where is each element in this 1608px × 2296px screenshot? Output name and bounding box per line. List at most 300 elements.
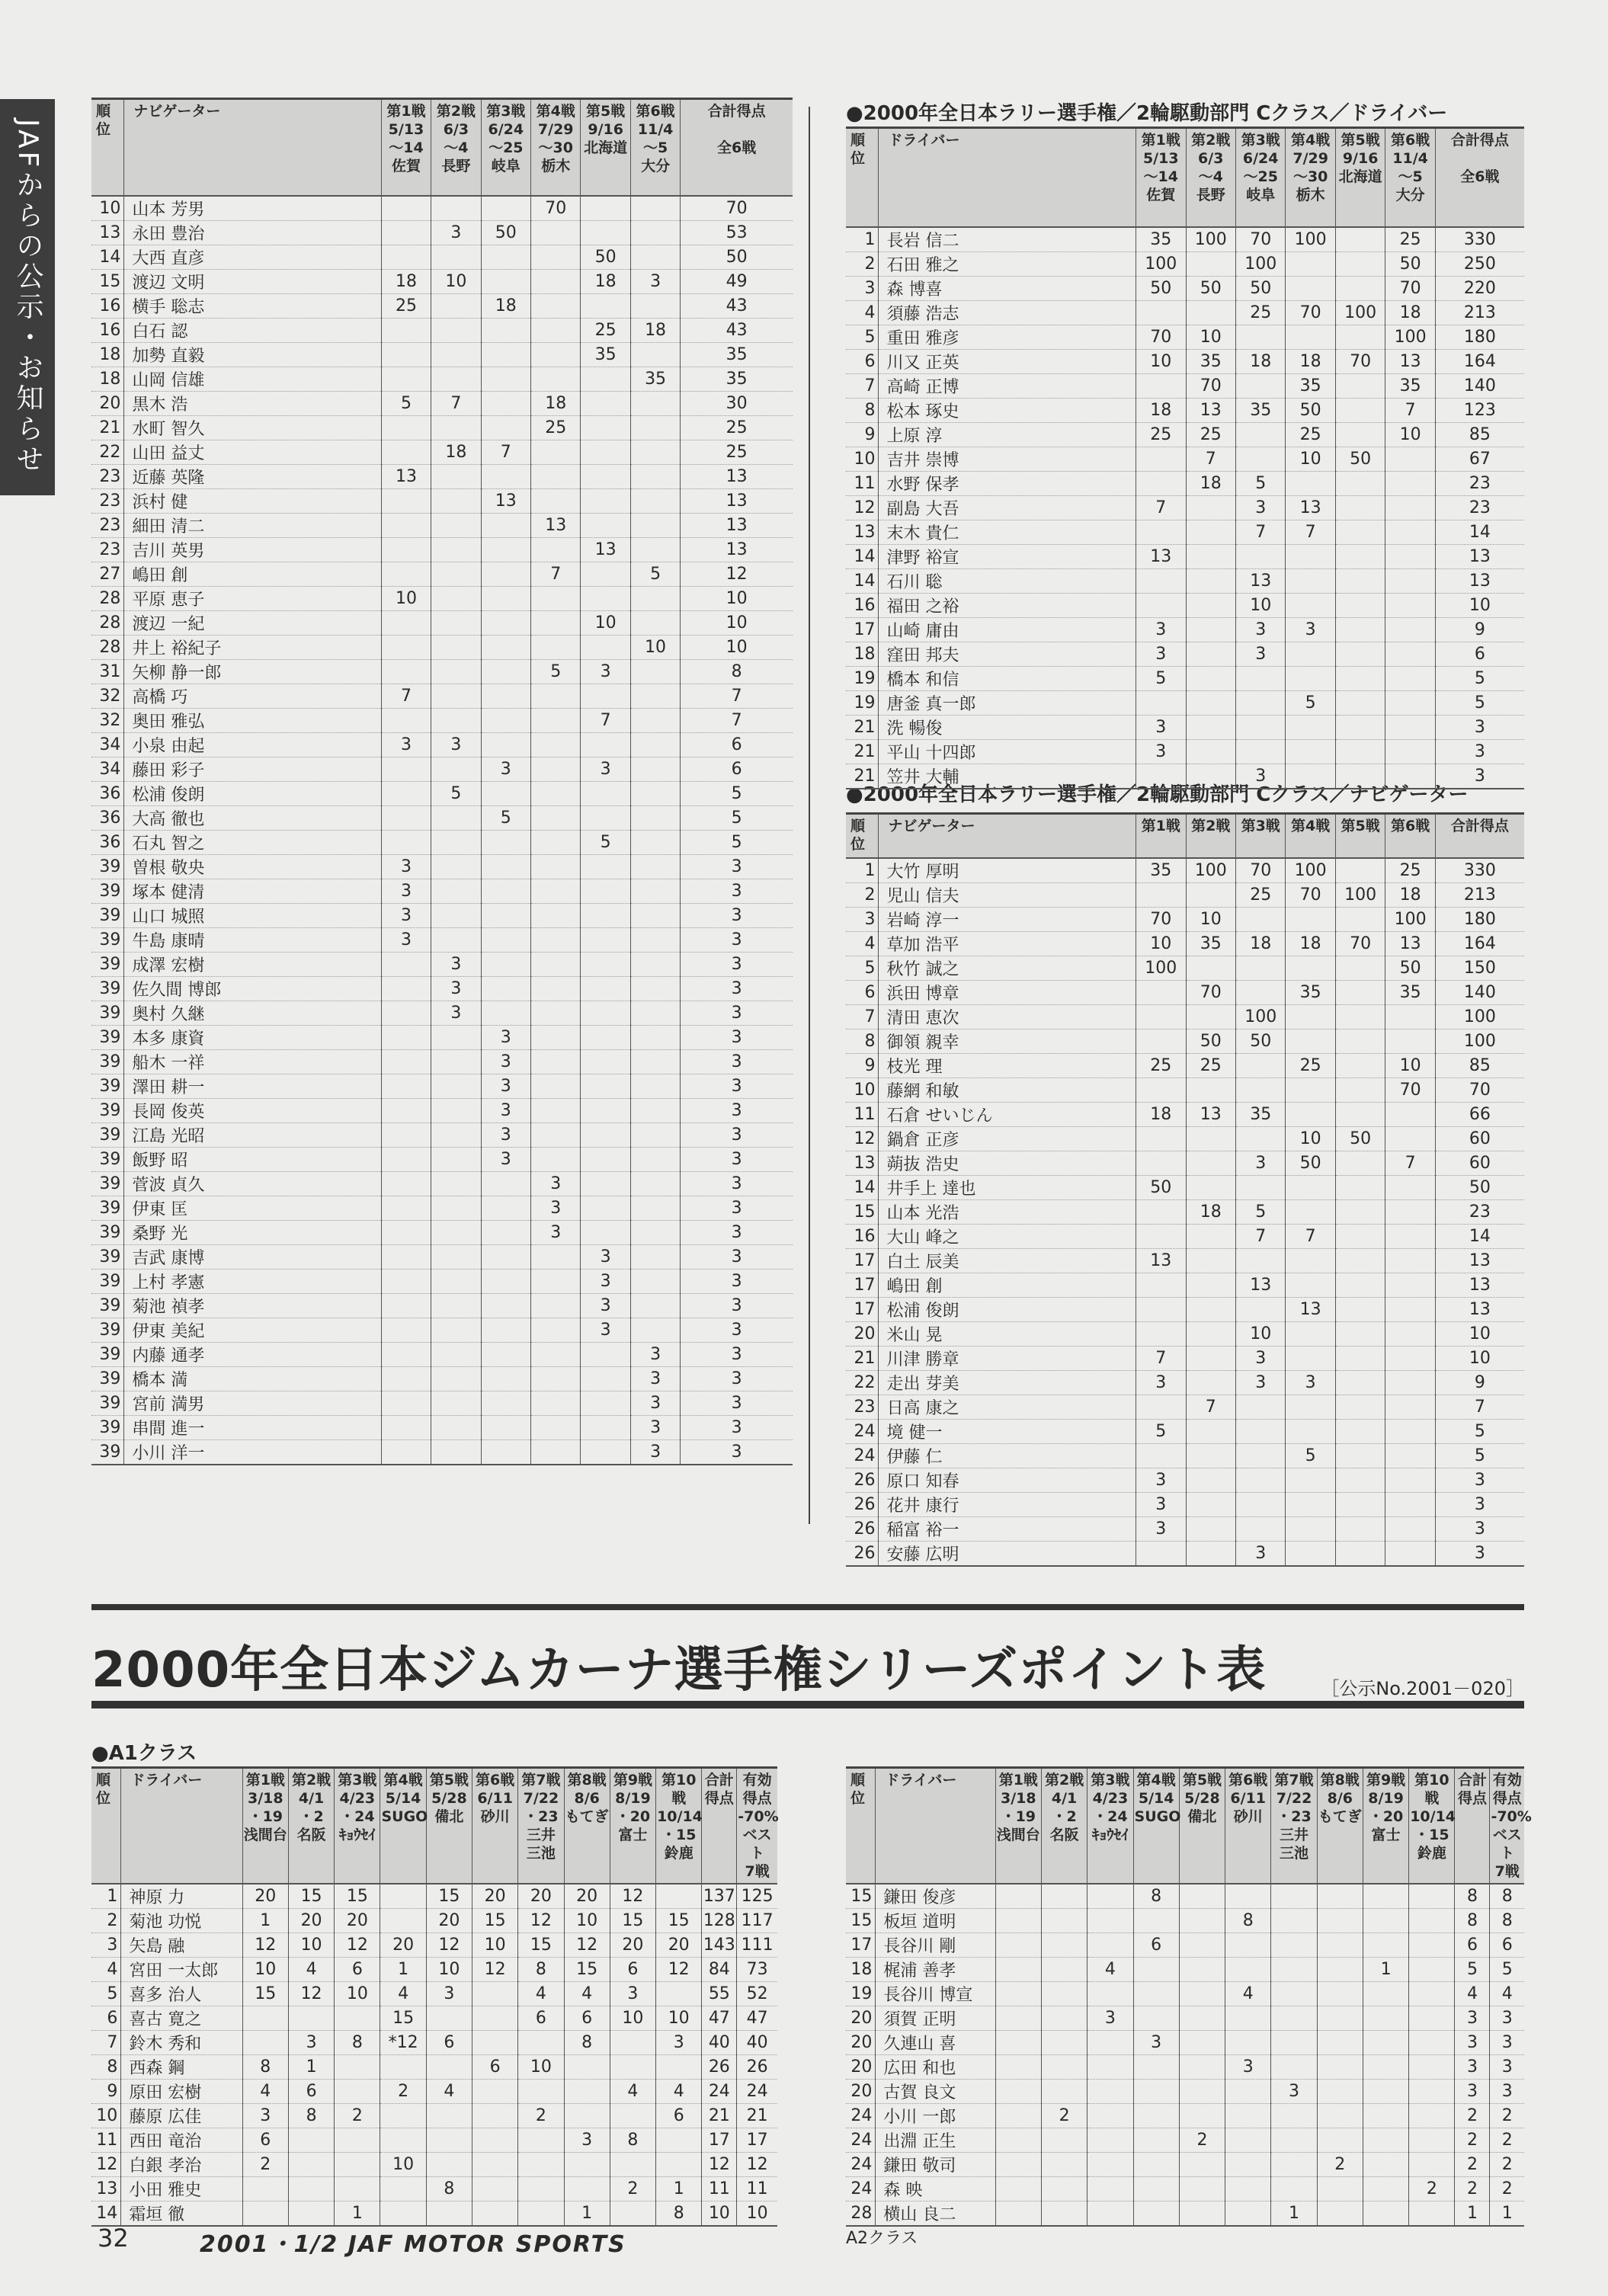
points-cell: *12 <box>380 2031 426 2055</box>
points-cell: 47 <box>737 2006 777 2031</box>
points-cell: 7 <box>1186 447 1235 471</box>
points-cell: 13 <box>681 488 793 513</box>
points-cell: 7 <box>481 440 530 464</box>
points-cell <box>1385 1321 1435 1346</box>
points-cell: 3 <box>681 1001 793 1025</box>
name-cell: 重田 雅彦 <box>879 325 1136 349</box>
rank-cell: 4 <box>91 1958 121 1982</box>
name-cell: 岩崎 淳一 <box>879 907 1136 931</box>
points-cell: 20 <box>610 1933 655 1958</box>
points-cell <box>1385 1516 1435 1541</box>
points-cell: 35 <box>1286 373 1335 398</box>
points-cell: 35 <box>1235 1102 1285 1126</box>
points-cell: 5 <box>431 781 481 805</box>
name-cell: 清田 恵次 <box>879 1004 1136 1029</box>
points-cell <box>1136 764 1186 789</box>
points-cell <box>995 2128 1041 2153</box>
notice-number: ［公示No.2001－020］ <box>1321 1678 1524 1699</box>
points-cell <box>1335 422 1385 447</box>
points-cell <box>1186 1248 1235 1273</box>
points-cell: 164 <box>1435 349 1524 373</box>
points-cell <box>531 1074 581 1098</box>
points-cell <box>581 1147 630 1171</box>
points-cell: 3 <box>431 220 481 245</box>
table-row <box>846 422 1524 447</box>
points-cell <box>381 318 431 342</box>
points-cell <box>610 2055 655 2080</box>
table-row <box>846 520 1524 544</box>
rank-cell: 14 <box>846 544 879 568</box>
table-row <box>846 1273 1524 1297</box>
points-cell <box>1409 1982 1455 2006</box>
points-cell <box>1136 373 1186 398</box>
points-cell: 10 <box>381 586 431 610</box>
points-cell <box>381 757 431 781</box>
points-cell <box>288 2006 334 2031</box>
points-cell <box>431 464 481 488</box>
points-cell <box>431 1025 481 1049</box>
name-cell: 霜垣 徹 <box>121 2202 242 2227</box>
points-cell <box>995 2055 1041 2080</box>
points-cell: 25 <box>1286 1053 1335 1078</box>
points-cell: 150 <box>1435 956 1524 980</box>
points-cell: 2 <box>1455 2128 1490 2153</box>
points-cell: 35 <box>1186 349 1235 373</box>
table-row <box>846 907 1524 931</box>
column-header: ドライバー <box>876 1768 995 1885</box>
points-cell <box>481 1244 530 1269</box>
points-cell <box>1363 2153 1408 2177</box>
points-cell <box>481 732 530 757</box>
points-cell <box>1271 1982 1317 2006</box>
points-cell <box>1235 980 1285 1004</box>
points-cell: 3 <box>1235 1346 1285 1370</box>
points-cell: 13 <box>681 537 793 562</box>
table-row <box>91 1196 793 1220</box>
rank-cell: 24 <box>846 2104 876 2128</box>
points-cell: 70 <box>1335 349 1385 373</box>
column-header: 第3戦 <box>1235 814 1285 858</box>
points-cell <box>1225 2104 1271 2128</box>
points-cell <box>1235 715 1285 739</box>
points-cell <box>381 1098 431 1122</box>
points-cell <box>1286 907 1335 931</box>
name-cell: 成澤 宏樹 <box>124 952 381 976</box>
points-cell: 18 <box>531 391 581 415</box>
points-cell <box>381 805 431 830</box>
table-row <box>91 1098 793 1122</box>
name-cell: 鍋倉 正彦 <box>879 1126 1136 1151</box>
name-cell: 洗 暢俊 <box>879 715 1136 739</box>
name-cell: 黒木 浩 <box>124 391 381 415</box>
rank-cell: 27 <box>91 562 124 586</box>
points-cell: 13 <box>1435 544 1524 568</box>
points-cell <box>381 1196 431 1220</box>
points-cell <box>1335 495 1385 520</box>
name-cell: 西森 鋼 <box>121 2055 242 2080</box>
name-cell: 内藤 通孝 <box>124 1342 381 1366</box>
points-cell <box>1335 1443 1385 1468</box>
points-cell: 15 <box>518 1933 564 1958</box>
points-cell <box>426 2006 472 2031</box>
points-cell <box>1133 2080 1179 2104</box>
points-cell <box>1235 544 1285 568</box>
points-cell: 3 <box>481 1074 530 1098</box>
points-cell <box>431 1147 481 1171</box>
points-cell <box>481 1439 530 1465</box>
points-cell <box>1385 1199 1435 1224</box>
points-cell <box>1136 1321 1186 1346</box>
points-cell <box>1409 2153 1455 2177</box>
points-cell: 21 <box>737 2104 777 2128</box>
name-cell: 佐久間 博郎 <box>124 976 381 1001</box>
points-cell: 15 <box>335 1884 380 1909</box>
points-cell <box>1179 1909 1225 1933</box>
points-cell <box>630 659 680 684</box>
points-cell <box>381 1049 431 1074</box>
points-cell: 100 <box>1136 956 1186 980</box>
points-cell: 6 <box>1455 1933 1490 1958</box>
points-cell: 85 <box>1435 422 1524 447</box>
table-row <box>91 1049 793 1074</box>
points-cell: 10 <box>610 2006 655 2031</box>
points-cell <box>1235 956 1285 980</box>
points-cell <box>531 1049 581 1074</box>
table-row <box>846 2031 1524 2055</box>
points-cell: 10 <box>242 1958 288 1982</box>
points-cell <box>1363 2104 1408 2128</box>
name-cell: 小泉 由起 <box>124 732 381 757</box>
name-cell: 白土 辰美 <box>879 1248 1136 1273</box>
points-cell <box>1385 544 1435 568</box>
points-cell <box>1335 617 1385 642</box>
points-cell <box>1409 2104 1455 2128</box>
points-cell: 13 <box>1235 568 1285 593</box>
points-cell <box>481 537 530 562</box>
points-cell <box>381 220 431 245</box>
points-cell <box>1335 1468 1385 1492</box>
points-cell: 2 <box>1490 2153 1524 2177</box>
points-cell <box>1136 1297 1186 1321</box>
points-cell: 18 <box>1385 300 1435 325</box>
points-cell <box>531 952 581 976</box>
points-cell <box>288 2177 334 2202</box>
points-cell: 4 <box>242 2080 288 2104</box>
points-cell <box>481 659 530 684</box>
points-cell <box>1041 1982 1087 2006</box>
table-row <box>91 610 793 635</box>
points-cell <box>1136 1029 1186 1053</box>
name-cell: 秋竹 誠之 <box>879 956 1136 980</box>
points-cell: 6 <box>335 1958 380 1982</box>
points-cell: 20 <box>472 1884 518 1909</box>
rank-cell: 39 <box>91 1220 124 1244</box>
points-cell <box>426 2055 472 2080</box>
points-cell <box>1186 1370 1235 1395</box>
points-cell <box>472 2006 518 2031</box>
points-cell: 15 <box>472 1909 518 1933</box>
points-cell: 20 <box>242 1884 288 1909</box>
name-cell: 大竹 厚明 <box>879 858 1136 883</box>
rank-cell: 16 <box>91 318 124 342</box>
table-row <box>846 2202 1524 2227</box>
points-cell: 25 <box>581 318 630 342</box>
points-cell <box>1179 2202 1225 2227</box>
points-cell <box>581 391 630 415</box>
name-cell: 江島 光昭 <box>124 1122 381 1147</box>
points-cell <box>1186 495 1235 520</box>
points-cell: 8 <box>1490 1884 1524 1909</box>
name-cell: 石川 聡 <box>879 568 1136 593</box>
points-cell <box>564 2153 610 2177</box>
points-cell: 8 <box>288 2104 334 2128</box>
points-cell: 15 <box>426 1884 472 1909</box>
points-cell: 10 <box>564 1909 610 1933</box>
points-cell <box>995 2202 1041 2227</box>
points-cell: 2 <box>242 2153 288 2177</box>
points-cell: 10 <box>380 2153 426 2177</box>
points-cell: 8 <box>1133 1884 1179 1909</box>
points-cell <box>431 1391 481 1415</box>
points-cell <box>1179 2080 1225 2104</box>
points-cell: 3 <box>531 1220 581 1244</box>
points-cell <box>1335 1199 1385 1224</box>
points-cell: 1 <box>1490 2202 1524 2227</box>
points-cell <box>1385 715 1435 739</box>
points-cell <box>381 830 431 854</box>
rank-cell: 15 <box>846 1884 876 1909</box>
points-cell <box>288 2202 334 2227</box>
points-cell <box>581 196 630 221</box>
points-cell <box>1179 1933 1225 1958</box>
points-cell <box>1385 1541 1435 1566</box>
points-cell <box>481 684 530 708</box>
points-cell <box>1186 593 1235 617</box>
points-cell <box>531 1001 581 1025</box>
points-cell <box>1087 2104 1133 2128</box>
points-cell <box>1136 690 1186 715</box>
points-cell <box>1041 1933 1087 1958</box>
points-cell <box>531 732 581 757</box>
points-cell: 25 <box>1235 882 1285 907</box>
name-cell: 古賀 良文 <box>876 2080 995 2104</box>
table-row <box>846 447 1524 471</box>
points-cell <box>481 586 530 610</box>
rank-cell: 7 <box>846 1004 879 1029</box>
points-cell: 7 <box>1186 1395 1235 1419</box>
points-cell: 3 <box>381 879 431 903</box>
points-cell: 1 <box>380 1958 426 1982</box>
points-cell: 47 <box>702 2006 737 2031</box>
points-cell: 100 <box>1335 300 1385 325</box>
table-row <box>846 642 1524 666</box>
rank-cell: 26 <box>846 1492 879 1516</box>
points-cell <box>481 464 530 488</box>
rank-cell: 8 <box>91 2055 121 2080</box>
points-cell <box>1186 882 1235 907</box>
points-cell <box>335 2080 380 2104</box>
points-cell <box>1335 227 1385 252</box>
table-row <box>846 1468 1524 1492</box>
points-cell: 70 <box>681 196 793 221</box>
points-cell: 35 <box>1136 227 1186 252</box>
points-cell <box>1317 2128 1363 2153</box>
points-cell: 35 <box>1136 858 1186 883</box>
points-cell <box>1335 520 1385 544</box>
points-cell: 5 <box>1136 666 1186 690</box>
points-cell: 30 <box>681 391 793 415</box>
table-row <box>91 1025 793 1049</box>
points-cell <box>1409 2080 1455 2104</box>
gymkhana-a1-table-right <box>846 1766 1532 2227</box>
name-cell: 嶋田 創 <box>879 1273 1136 1297</box>
points-cell: 100 <box>1286 227 1335 252</box>
points-cell <box>1136 1443 1186 1468</box>
points-cell <box>1225 2006 1271 2031</box>
table-row <box>91 1147 793 1171</box>
points-cell <box>531 440 581 464</box>
points-cell <box>630 1220 680 1244</box>
points-cell: 3 <box>581 757 630 781</box>
points-cell <box>1087 2080 1133 2104</box>
points-cell <box>995 2177 1041 2202</box>
points-cell <box>481 318 530 342</box>
points-cell <box>481 513 530 537</box>
points-cell: 18 <box>1235 349 1285 373</box>
points-cell <box>656 2128 702 2153</box>
points-cell <box>242 2202 288 2227</box>
name-cell: 福田 之裕 <box>879 593 1136 617</box>
points-cell <box>630 903 680 927</box>
points-cell <box>1225 2128 1271 2153</box>
column-header: 第2戦 4/1 ・2 名阪 <box>1041 1768 1087 1885</box>
points-cell: 3 <box>681 1049 793 1074</box>
points-cell <box>1385 764 1435 789</box>
points-cell: 4 <box>1455 1982 1490 2006</box>
points-cell <box>1335 325 1385 349</box>
table-row <box>846 2080 1524 2104</box>
points-cell: 70 <box>1136 325 1186 349</box>
points-cell <box>610 2153 655 2177</box>
points-cell <box>1041 2055 1087 2080</box>
points-cell <box>481 830 530 854</box>
rank-cell: 39 <box>91 1391 124 1415</box>
rank-cell: 39 <box>91 1244 124 1269</box>
points-cell: 100 <box>1385 325 1435 349</box>
points-cell <box>381 342 431 367</box>
points-cell: 3 <box>242 2104 288 2128</box>
points-cell <box>431 635 481 659</box>
rally-navigator-title: ●2000年全日本ラリー選手権／2輪駆動部門 Cクラス／ナビゲーター <box>846 783 1469 806</box>
rank-cell: 39 <box>91 1171 124 1196</box>
points-cell: 50 <box>1286 1151 1335 1175</box>
rank-cell: 9 <box>846 1053 879 1078</box>
points-cell <box>531 220 581 245</box>
rank-cell: 39 <box>91 1098 124 1122</box>
points-cell: 100 <box>1385 907 1435 931</box>
points-cell <box>1041 1909 1087 1933</box>
points-cell <box>518 2153 564 2177</box>
points-cell <box>381 488 431 513</box>
points-cell: 10 <box>1385 1053 1435 1078</box>
rank-cell: 6 <box>91 2006 121 2031</box>
points-cell <box>1186 1346 1235 1370</box>
points-cell <box>630 708 680 732</box>
points-cell: 50 <box>1186 276 1235 300</box>
points-cell <box>335 2153 380 2177</box>
name-cell: 宮田 一太郎 <box>121 1958 242 1982</box>
points-cell: 3 <box>1455 2055 1490 2080</box>
rank-cell: 14 <box>91 2202 121 2227</box>
points-cell <box>472 1982 518 2006</box>
column-header: 第1戦 5/13 〜14 佐賀 <box>1136 128 1186 227</box>
points-cell <box>431 1098 481 1122</box>
points-cell <box>431 659 481 684</box>
points-cell <box>1286 1541 1335 1566</box>
rank-cell: 39 <box>91 1366 124 1391</box>
table-row <box>91 732 793 757</box>
points-cell: 5 <box>1490 1958 1524 1982</box>
rank-cell: 39 <box>91 1269 124 1293</box>
points-cell: 3 <box>681 1122 793 1147</box>
points-cell: 123 <box>1435 398 1524 422</box>
column-header: 第1戦 5/13 〜14 佐賀 <box>381 99 431 196</box>
points-cell <box>1363 2202 1408 2227</box>
points-cell <box>531 537 581 562</box>
points-cell <box>656 2055 702 2080</box>
points-cell <box>1363 1884 1408 1909</box>
rank-cell: 10 <box>846 447 879 471</box>
points-cell: 3 <box>581 1293 630 1318</box>
points-cell: 10 <box>335 1982 380 2006</box>
points-cell <box>1286 1248 1335 1273</box>
points-cell <box>431 342 481 367</box>
points-cell: 6 <box>610 1958 655 1982</box>
points-cell: 213 <box>1435 300 1524 325</box>
points-cell: 13 <box>1435 1297 1524 1321</box>
points-cell: 10 <box>1435 593 1524 617</box>
rank-cell: 39 <box>91 1147 124 1171</box>
points-cell: 10 <box>630 635 680 659</box>
points-cell <box>1286 544 1335 568</box>
name-cell: 宮前 満男 <box>124 1391 381 1415</box>
points-cell <box>1186 1541 1235 1566</box>
points-cell: 10 <box>1286 1126 1335 1151</box>
name-cell: 平原 恵子 <box>124 586 381 610</box>
points-cell <box>581 1366 630 1391</box>
points-cell <box>531 854 581 879</box>
points-cell: 7 <box>1136 1346 1186 1370</box>
points-cell <box>1335 1151 1385 1175</box>
points-cell <box>1087 2153 1133 2177</box>
points-cell <box>995 1884 1041 1909</box>
points-cell: 25 <box>1286 422 1335 447</box>
points-cell <box>630 732 680 757</box>
table-row <box>846 1933 1524 1958</box>
points-cell: 10 <box>1435 1321 1524 1346</box>
name-cell: 横山 良二 <box>876 2202 995 2227</box>
table-row <box>91 781 793 805</box>
points-cell: 5 <box>1435 1443 1524 1468</box>
points-cell <box>1235 1516 1285 1541</box>
rally-driver-title: ●2000年全日本ラリー選手権／2輪駆動部門 Cクラス／ドライバー <box>846 102 1448 125</box>
column-header: 第4戦 <box>1286 814 1335 858</box>
points-cell <box>481 635 530 659</box>
points-cell: 15 <box>242 1982 288 2006</box>
name-cell: 出淵 正生 <box>876 2128 995 2153</box>
table-row <box>91 1171 793 1196</box>
table-row <box>846 227 1524 252</box>
